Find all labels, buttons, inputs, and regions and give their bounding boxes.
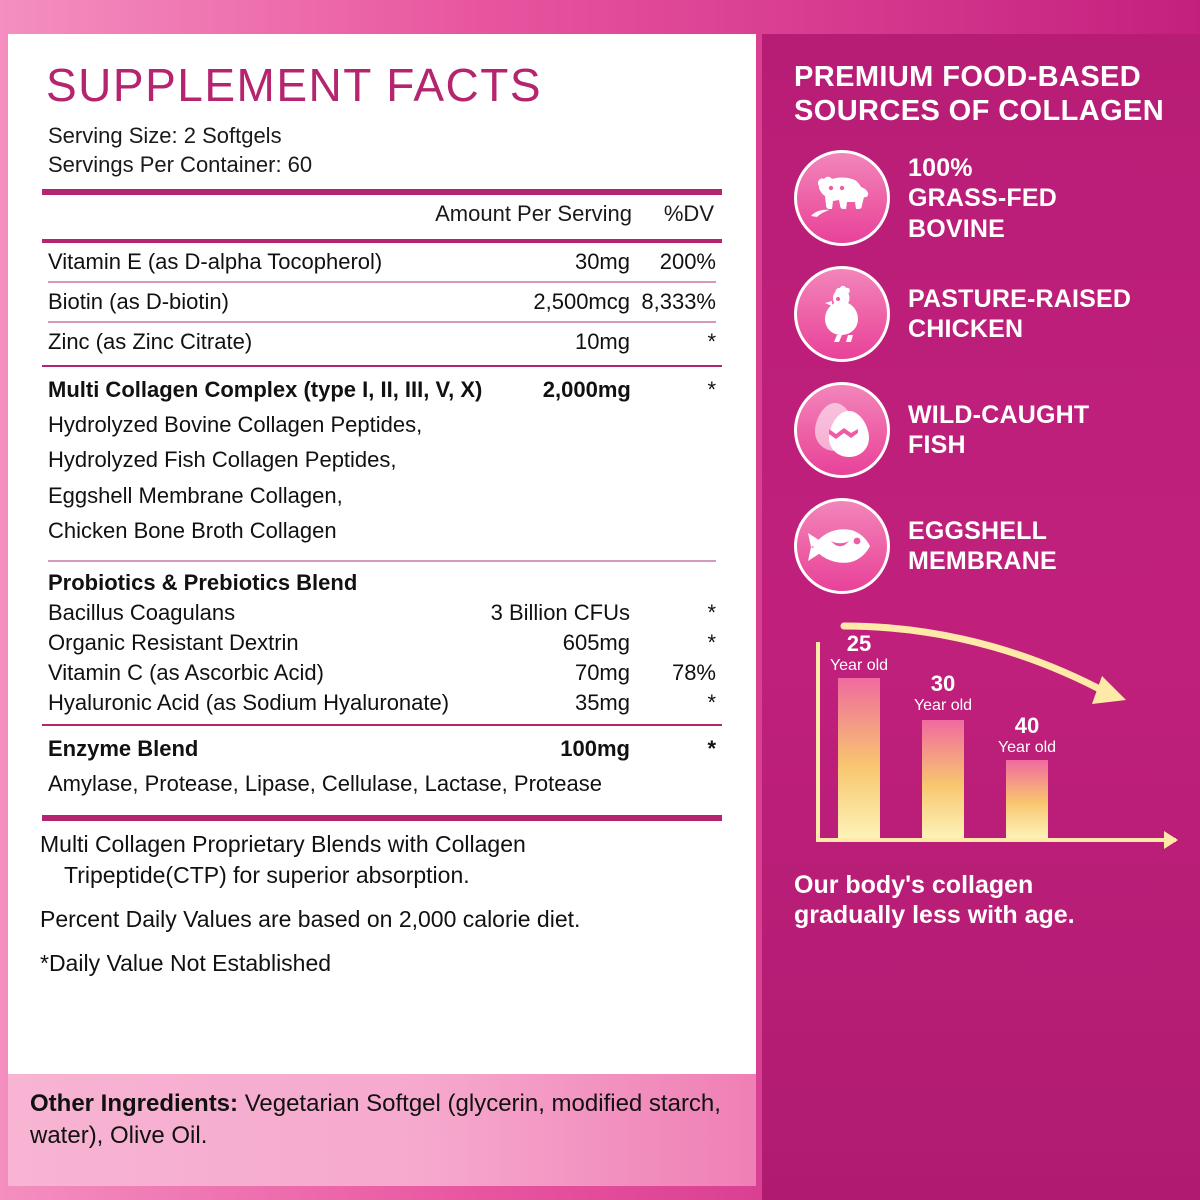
nutrient-name: Organic Resistant Dextrin xyxy=(48,630,299,656)
chart-label-40-value: 40 xyxy=(1014,713,1040,739)
nutrient-amount: 30mg xyxy=(574,249,630,275)
collagen-source-2: Hydrolyzed Fish Collagen Peptides, xyxy=(48,447,397,473)
cow-icon xyxy=(794,150,890,246)
table-row xyxy=(32,688,732,718)
source-chicken-line1: PASTURE-RAISED xyxy=(908,284,1132,313)
header-percent-dv: %DV xyxy=(663,201,714,227)
collagen-source-4: Chicken Bone Broth Collagen xyxy=(48,517,337,543)
nutrient-dv: 78% xyxy=(671,660,716,686)
nutrient-name: Vitamin C (as Ascorbic Acid) xyxy=(48,660,324,686)
header-amount-per-serving: Amount Per Serving xyxy=(435,201,632,227)
source-egg-line2: FISH xyxy=(908,431,966,460)
table-row xyxy=(32,598,732,628)
chart-x-axis xyxy=(816,838,1176,842)
other-ingredients-label: Other Ingredients: xyxy=(30,1090,239,1117)
table-row xyxy=(32,283,732,321)
source-chicken-line2: CHICKEN xyxy=(908,315,1024,344)
divider-thin-dark xyxy=(42,365,722,367)
sources-title-line2: SOURCES OF COLLAGEN xyxy=(794,95,1165,128)
chart-label-30-unit: Year old xyxy=(913,696,973,714)
sources-title-line1: PREMIUM FOOD-BASED xyxy=(794,61,1142,93)
source-bovine-line2: GRASS-FED xyxy=(908,184,1058,213)
nutrient-amount: 2,500mcg xyxy=(533,289,630,315)
nutrient-name: Bacillus Coagulans xyxy=(48,600,236,626)
table-row xyxy=(32,323,732,361)
note-dv-not-established: *Daily Value Not Established xyxy=(40,950,332,977)
chart-label-40-unit: Year old xyxy=(997,738,1057,756)
table-row xyxy=(32,628,732,658)
chart-label-25-unit: Year old xyxy=(829,656,889,674)
chart-bar-25 xyxy=(838,678,880,838)
source-fish-line2: MEMBRANE xyxy=(908,547,1057,576)
collagen-source-3: Eggshell Membrane Collagen, xyxy=(48,482,343,508)
collagen-sources-panel xyxy=(762,34,1200,1200)
enzyme-blend-dv: * xyxy=(707,736,716,762)
chart-label-40 xyxy=(972,714,1082,756)
source-item-bovine xyxy=(794,150,1186,246)
chart-bar-40 xyxy=(1006,760,1048,838)
collagen-complex-name: Multi Collagen Complex (type I, II, III, V, X) xyxy=(48,377,483,403)
table-row-collagen-complex xyxy=(32,371,732,409)
nutrient-name: Vitamin E (as D-alpha Tocopherol) xyxy=(48,249,383,275)
source-fish-line1: EGGSHELL xyxy=(908,516,1048,545)
note-daily-values: Percent Daily Values are based on 2,000 calorie diet. xyxy=(40,906,581,933)
source-item-egg xyxy=(794,382,1186,478)
page-title: SUPPLEMENT FACTS xyxy=(46,59,543,111)
nutrient-name: Hyaluronic Acid (as Sodium Hyaluronate) xyxy=(48,690,450,716)
source-item-chicken xyxy=(794,266,1186,362)
label-notes xyxy=(32,821,732,978)
source-egg-line1: WILD-CAUGHT xyxy=(908,400,1090,429)
other-ingredients-block xyxy=(8,1074,756,1186)
enzyme-blend-amount: 100mg xyxy=(560,736,630,762)
source-label-chicken xyxy=(908,284,1131,345)
nutrient-dv: * xyxy=(707,600,716,626)
source-bovine-line3: BOVINE xyxy=(908,214,1006,243)
chart-label-25-value: 25 xyxy=(846,631,872,657)
nutrient-amount: 70mg xyxy=(574,660,630,686)
egg-icon xyxy=(794,382,890,478)
supplement-facts-panel xyxy=(8,34,756,1074)
nutrient-amount: 10mg xyxy=(574,329,630,355)
collagen-source-1: Hydrolyzed Bovine Collagen Peptides, xyxy=(48,412,423,438)
source-label-egg xyxy=(908,400,1089,461)
probiotics-blend-heading: Probiotics & Prebiotics Blend xyxy=(48,570,358,596)
serving-size: Serving Size: 2 Softgels xyxy=(48,123,282,148)
nutrient-name: Zinc (as Zinc Citrate) xyxy=(48,329,253,355)
sources-title xyxy=(794,60,1186,128)
source-label-bovine xyxy=(908,153,1057,245)
enzyme-blend-name: Enzyme Blend xyxy=(48,736,199,762)
collagen-complex-amount: 2,000mg xyxy=(542,377,631,403)
collagen-complex-dv: * xyxy=(707,377,716,403)
nutrient-dv: * xyxy=(707,690,716,716)
table-header-row xyxy=(32,195,732,233)
chart-caption-line2: gradually less with age. xyxy=(794,901,1075,930)
nutrient-name: Biotin (as D-biotin) xyxy=(48,289,229,315)
note-line-1a: Multi Collagen Proprietary Blends with Collagen xyxy=(40,831,526,858)
source-label-fish xyxy=(908,516,1057,577)
source-item-fish xyxy=(794,498,1186,594)
divider-thin-dark xyxy=(42,724,722,726)
chart-label-25 xyxy=(804,632,914,674)
table-row xyxy=(32,658,732,688)
nutrient-amount: 35mg xyxy=(574,690,630,716)
source-bovine-line1: 100% xyxy=(908,153,973,182)
chart-caption-line1: Our body's collagen xyxy=(794,871,1034,900)
chart-label-30-value: 30 xyxy=(930,671,956,697)
chicken-icon xyxy=(794,266,890,362)
nutrient-dv: * xyxy=(707,630,716,656)
table-row xyxy=(32,243,732,281)
nutrient-amount: 605mg xyxy=(562,630,630,656)
nutrient-dv: 200% xyxy=(659,249,716,275)
nutrient-dv: 8,333% xyxy=(641,289,716,315)
chart-bar-30 xyxy=(922,720,964,838)
collagen-decline-chart xyxy=(794,614,1194,864)
nutrient-dv: * xyxy=(707,329,716,355)
note-line-1b: Tripeptide(CTP) for superior absorption. xyxy=(64,861,470,888)
other-ingredients-text: Vegetarian Softgel (glycerin, modified starch, water), Olive Oil. xyxy=(30,1090,721,1150)
nutrient-amount: 3 Billion CFUs xyxy=(490,600,630,626)
fish-icon xyxy=(794,498,890,594)
chart-caption xyxy=(794,870,1186,930)
note-proprietary-blend xyxy=(40,829,726,890)
chart-label-30 xyxy=(888,672,998,714)
table-row-enzyme-blend xyxy=(32,730,732,764)
enzyme-blend-detail: Amylase, Protease, Lipase, Cellulase, Lactase, Protease xyxy=(48,771,602,797)
servings-per-container: Servings Per Container: 60 xyxy=(48,151,313,177)
